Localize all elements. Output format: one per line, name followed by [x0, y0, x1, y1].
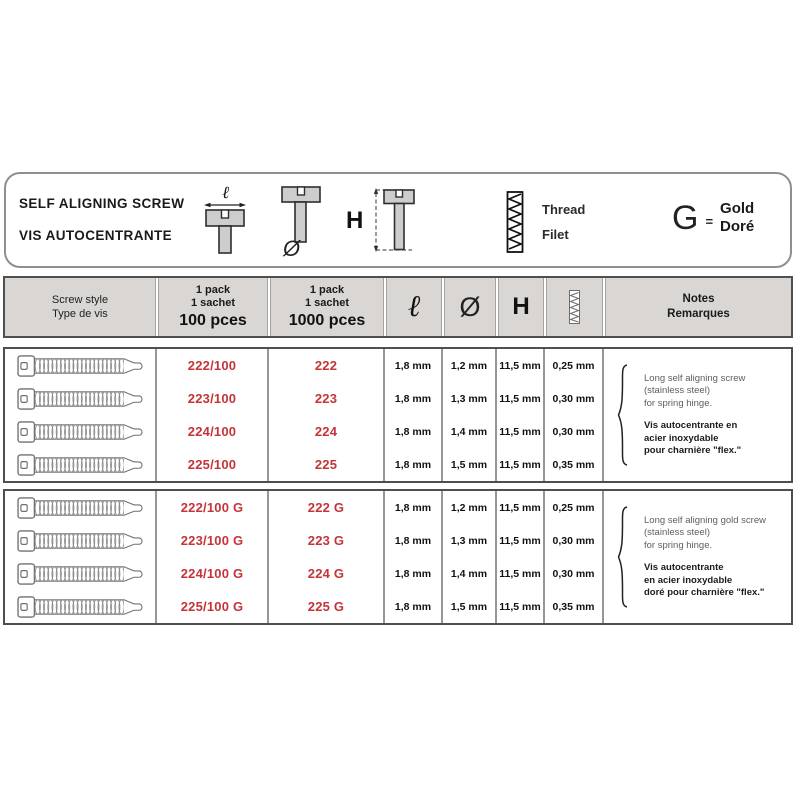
- ref-pack-1000: 224: [269, 415, 385, 448]
- height-value: 11,5 mm: [497, 557, 545, 590]
- height-value: 11,5 mm: [497, 524, 545, 557]
- diameter-value: 1,5 mm: [443, 448, 497, 481]
- screw-image: [14, 495, 154, 521]
- note-line: (stainless steel): [644, 527, 710, 538]
- diameter-value: 1,3 mm: [443, 382, 497, 415]
- screw-image: [14, 419, 154, 445]
- note-line: Long self aligning screw: [644, 372, 746, 384]
- product-group-steel: [3, 347, 793, 483]
- ref-pack-100: 223/100 G: [157, 524, 269, 557]
- length-value: 1,8 mm: [385, 557, 443, 590]
- length-value: 1,8 mm: [385, 524, 443, 557]
- notes-cell: [604, 349, 791, 481]
- note-line: pour charnière "flex.": [644, 445, 742, 456]
- screw-style-cell: [5, 349, 157, 382]
- height-symbol: H: [512, 293, 530, 320]
- screw-style-cell: [5, 590, 157, 623]
- diameter-value: 1,2 mm: [443, 349, 497, 382]
- length-value: 1,8 mm: [385, 448, 443, 481]
- gold-code-letter: G: [672, 199, 699, 237]
- ref-pack-100: 225/100: [157, 448, 269, 481]
- note-line: Long self aligning gold screw: [644, 514, 766, 526]
- gold-words: [720, 200, 754, 236]
- ref-pack-100: 222/100: [157, 349, 269, 382]
- thread-value: 0,35 mm: [545, 590, 604, 623]
- notes-cell: [604, 491, 791, 623]
- ref-pack-100: 223/100: [157, 382, 269, 415]
- screw-side-view-icon: [14, 528, 154, 554]
- brace-icon: [616, 505, 630, 609]
- screw-side-view-icon: [14, 594, 154, 620]
- thread-label-fr: Filet: [542, 227, 569, 242]
- thread-value: 0,30 mm: [545, 382, 604, 415]
- thread-pattern-icon: [506, 191, 524, 253]
- ref-pack-100: 225/100 G: [157, 590, 269, 623]
- screw-front-view-height-icon: [344, 184, 416, 256]
- brace-icon: [616, 363, 630, 467]
- thread-labels: [542, 202, 585, 252]
- ref-pack-100: 222/100 G: [157, 491, 269, 524]
- height-value: 11,5 mm: [497, 415, 545, 448]
- gold-word-fr: Doré: [720, 218, 755, 235]
- length-value: 1,8 mm: [385, 415, 443, 448]
- notes-text: [644, 515, 766, 600]
- legend-box: [4, 172, 792, 268]
- thread-legend: [506, 191, 524, 258]
- ref-pack-1000: 224 G: [269, 557, 385, 590]
- col-diameter: [444, 278, 496, 336]
- diameter-value: 1,3 mm: [443, 524, 497, 557]
- note-line: for spring hinge.: [644, 539, 713, 551]
- screw-front-view-length-icon: [200, 184, 250, 256]
- screw-style-cell: [5, 557, 157, 590]
- screw-image: [14, 353, 154, 379]
- thread-value: 0,35 mm: [545, 448, 604, 481]
- screw-image: [14, 594, 154, 620]
- table-column-header: [3, 276, 793, 338]
- col-pack-100: 1 pack 1 sachet 100 pces: [158, 278, 268, 336]
- page-title-fr: VIS AUTOCENTRANTE: [19, 228, 173, 243]
- col-length: [386, 278, 442, 336]
- ref-pack-1000: 222: [269, 349, 385, 382]
- length-value: 1,8 mm: [385, 590, 443, 623]
- height-value: 11,5 mm: [497, 349, 545, 382]
- note-line: for spring hinge.: [644, 397, 713, 409]
- col-screw-style: Screw style Type de vis: [5, 278, 156, 336]
- length-value: 1,8 mm: [385, 349, 443, 382]
- diameter-value: 1,4 mm: [443, 415, 497, 448]
- col-thread: [546, 278, 603, 336]
- ref-pack-1000: 222 G: [269, 491, 385, 524]
- thread-value: 0,25 mm: [545, 349, 604, 382]
- length-symbol: ℓ: [407, 289, 421, 324]
- diameter-value: 1,2 mm: [443, 491, 497, 524]
- page-title-en: SELF ALIGNING SCREW: [19, 196, 185, 211]
- screw-side-view-icon: [14, 353, 154, 379]
- svg-text:H: H: [346, 207, 364, 234]
- screw-side-view-icon: [14, 419, 154, 445]
- note-line: doré pour charnière "flex.": [644, 587, 765, 598]
- screw-image: [14, 452, 154, 478]
- ref-pack-1000: 223: [269, 382, 385, 415]
- height-value: 11,5 mm: [497, 590, 545, 623]
- product-group-gold: [3, 489, 793, 625]
- thread-value: 0,30 mm: [545, 557, 604, 590]
- diameter-diagram: [278, 184, 324, 265]
- svg-text:Ø: Ø: [283, 236, 301, 260]
- screw-side-view-icon: [14, 452, 154, 478]
- screw-image: [14, 561, 154, 587]
- height-value: 11,5 mm: [497, 448, 545, 481]
- length-value: 1,8 mm: [385, 491, 443, 524]
- thread-pattern-icon: [569, 290, 580, 324]
- thread-value: 0,30 mm: [545, 524, 604, 557]
- notes-text: [644, 373, 745, 458]
- note-line: en acier inoxydable: [644, 574, 733, 586]
- height-diagram: [344, 184, 416, 261]
- screw-style-cell: [5, 382, 157, 415]
- length-diagram: [200, 184, 250, 261]
- screw-style-cell: [5, 491, 157, 524]
- diameter-value: 1,5 mm: [443, 590, 497, 623]
- screw-side-view-icon: [14, 386, 154, 412]
- svg-text:ℓ: ℓ: [222, 184, 230, 203]
- ref-pack-1000: 225 G: [269, 590, 385, 623]
- screw-style-cell: [5, 448, 157, 481]
- col-pack-1000: 1 pack 1 sachet 1000 pces: [270, 278, 384, 336]
- thread-label-en: Thread: [542, 202, 586, 217]
- col-notes: Notes Remarques: [605, 278, 791, 336]
- screw-style-cell: [5, 415, 157, 448]
- note-line: Vis autocentrante: [644, 562, 724, 573]
- height-value: 11,5 mm: [497, 491, 545, 524]
- screw-style-cell: [5, 524, 157, 557]
- equals-sign: =: [705, 213, 714, 229]
- screw-front-view-diameter-icon: [278, 184, 324, 260]
- screw-side-view-icon: [14, 561, 154, 587]
- ref-pack-1000: 225: [269, 448, 385, 481]
- note-line: acier inoxydable: [644, 432, 719, 444]
- ref-pack-100: 224/100 G: [157, 557, 269, 590]
- screw-image: [14, 386, 154, 412]
- screw-side-view-icon: [14, 495, 154, 521]
- note-line: (stainless steel): [644, 385, 710, 396]
- length-value: 1,8 mm: [385, 382, 443, 415]
- ref-pack-1000: 223 G: [269, 524, 385, 557]
- thread-value: 0,25 mm: [545, 491, 604, 524]
- col-height: [498, 278, 544, 336]
- diameter-value: 1,4 mm: [443, 557, 497, 590]
- gold-word-en: Gold: [720, 200, 755, 217]
- gold-legend: [672, 200, 754, 236]
- screw-image: [14, 528, 154, 554]
- ref-pack-100: 224/100: [157, 415, 269, 448]
- height-value: 11,5 mm: [497, 382, 545, 415]
- note-line: Vis autocentrante en: [644, 420, 738, 431]
- thread-value: 0,30 mm: [545, 415, 604, 448]
- diameter-symbol: Ø: [459, 291, 481, 322]
